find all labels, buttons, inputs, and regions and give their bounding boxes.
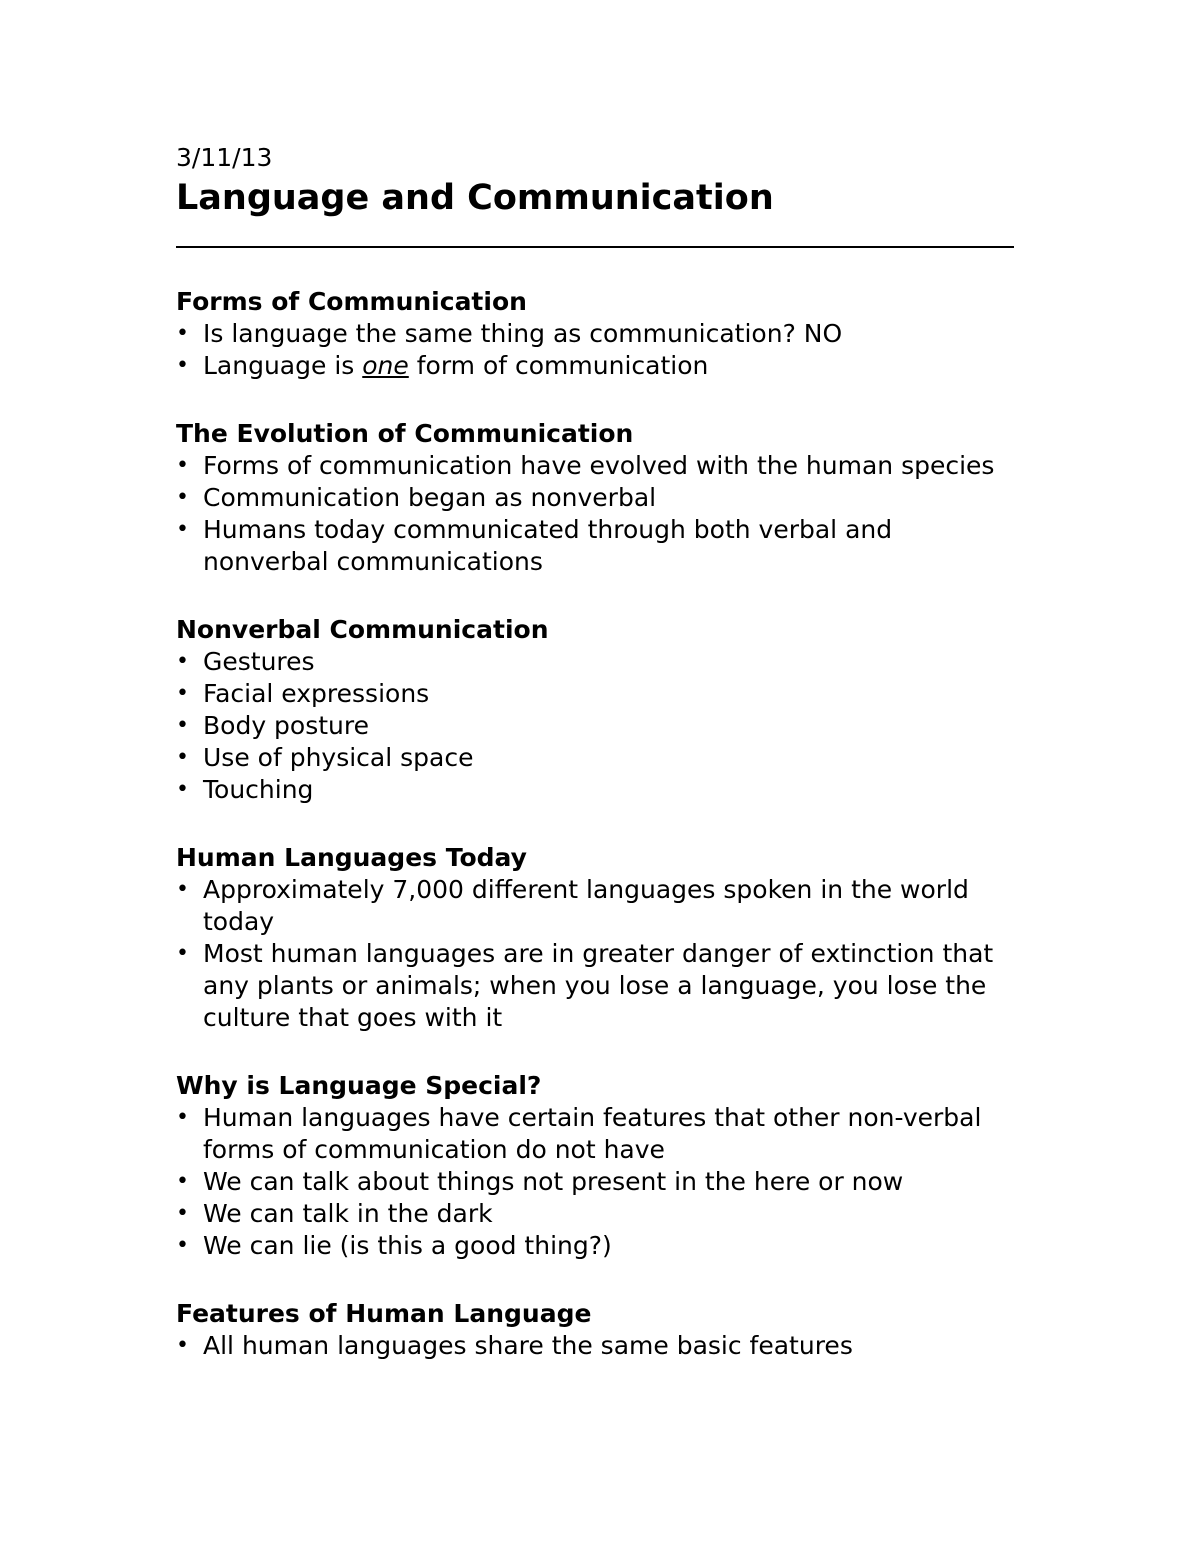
bullet-icon: •	[176, 485, 189, 510]
bullet-icon: •	[176, 1169, 189, 1194]
list-item-text: Facial expressions	[203, 679, 430, 708]
bullet-icon: •	[176, 745, 189, 770]
bullet-icon: •	[176, 941, 189, 966]
section-heading: Nonverbal Communication	[176, 615, 549, 644]
section-forms-of-communication	[176, 286, 1016, 382]
list-item	[176, 1166, 1016, 1198]
section-heading: Forms of Communication	[176, 287, 527, 316]
emphasized-word: one	[362, 351, 409, 380]
list-item-text: We can lie (is this a good thing?)	[203, 1231, 612, 1260]
bullet-icon: •	[176, 713, 189, 738]
bullet-icon: •	[176, 1105, 189, 1130]
list-item-text-before: Language is	[203, 351, 363, 380]
document-title: Language and Communication	[176, 178, 774, 218]
section-heading: Features of Human Language	[176, 1299, 592, 1328]
bullet-icon: •	[176, 877, 189, 902]
list-item-text: Gestures	[203, 647, 315, 676]
bullet-list	[176, 874, 1016, 1034]
list-item	[176, 646, 1016, 678]
list-item	[176, 482, 1016, 514]
list-item	[176, 710, 1016, 742]
list-item-text: Humans today communicated through both verbal and nonverbal communications	[203, 515, 893, 576]
title-divider	[176, 246, 1014, 248]
list-item-text: Touching	[203, 775, 314, 804]
list-item	[176, 938, 1016, 1034]
bullet-list	[176, 1330, 1016, 1362]
bullet-icon: •	[176, 353, 189, 378]
list-item	[176, 514, 1016, 578]
section-heading: The Evolution of Communication	[176, 419, 634, 448]
section-heading: Why is Language Special?	[176, 1071, 542, 1100]
list-item-text-after: form of communication	[408, 351, 709, 380]
document-page	[176, 140, 1016, 1362]
list-item	[176, 350, 1016, 382]
bullet-icon: •	[176, 1233, 189, 1258]
bullet-list	[176, 1102, 1016, 1262]
list-item-text: Communication began as nonverbal	[203, 483, 657, 512]
list-item	[176, 1230, 1016, 1262]
list-item	[176, 318, 1016, 350]
list-item	[176, 774, 1016, 806]
list-item	[176, 450, 1016, 482]
list-item-text: Is language the same thing as communication? NO	[203, 319, 843, 348]
list-item	[176, 1330, 1016, 1362]
list-item	[176, 1198, 1016, 1230]
document-date: 3/11/13	[176, 143, 273, 172]
bullet-icon: •	[176, 453, 189, 478]
section-nonverbal-communication	[176, 614, 1016, 806]
bullet-icon: •	[176, 1333, 189, 1358]
bullet-icon: •	[176, 1201, 189, 1226]
bullet-icon: •	[176, 681, 189, 706]
list-item	[176, 742, 1016, 774]
list-item-text: We can talk in the dark	[203, 1199, 493, 1228]
bullet-list	[176, 646, 1016, 806]
list-item-text: We can talk about things not present in the here or now	[203, 1167, 904, 1196]
bullet-icon: •	[176, 649, 189, 674]
section-evolution-of-communication	[176, 418, 1016, 578]
list-item-text: Human languages have certain features that other non-verbal forms of communication do not have	[203, 1103, 982, 1164]
section-human-languages-today	[176, 842, 1016, 1034]
section-heading: Human Languages Today	[176, 843, 527, 872]
section-why-is-language-special	[176, 1070, 1016, 1262]
bullet-icon: •	[176, 517, 189, 542]
list-item-text: Most human languages are in greater danger of extinction that any plants or animals; when you lose a language, you lose the culture that goes with it	[203, 939, 994, 1032]
list-item-text: Forms of communication have evolved with the human species	[203, 451, 995, 480]
list-item	[176, 874, 1016, 938]
section-features-of-human-language	[176, 1298, 1016, 1362]
list-item	[176, 678, 1016, 710]
bullet-list	[176, 450, 1016, 578]
bullet-icon: •	[176, 321, 189, 346]
list-item-text: All human languages share the same basic features	[203, 1331, 853, 1360]
list-item-text: Approximately 7,000 different languages spoken in the world today	[203, 875, 969, 936]
list-item	[176, 1102, 1016, 1166]
bullet-icon: •	[176, 777, 189, 802]
list-item-text: Use of physical space	[203, 743, 474, 772]
bullet-list	[176, 318, 1016, 382]
list-item-text: Body posture	[203, 711, 370, 740]
